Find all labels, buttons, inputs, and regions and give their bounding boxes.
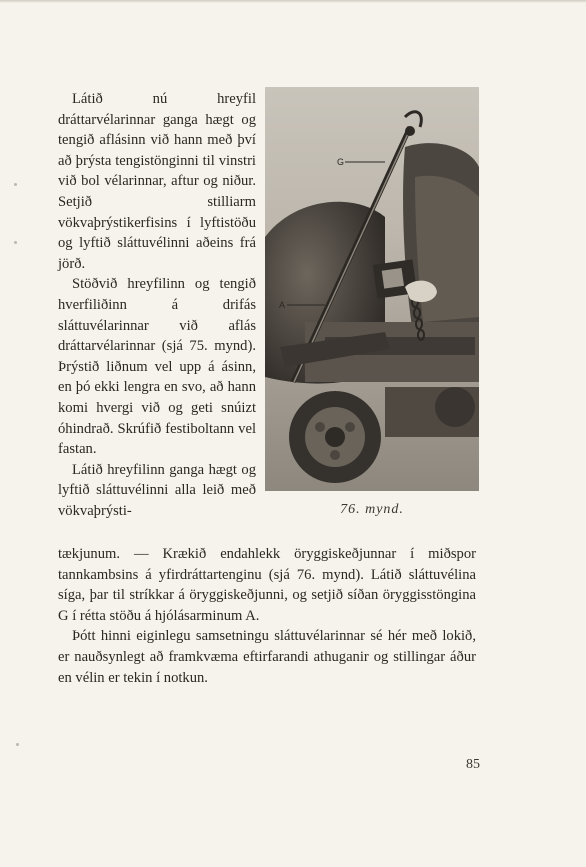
figure-76 [265, 87, 479, 491]
label-a: A [279, 300, 286, 310]
margin-speck [14, 183, 17, 186]
page-top-edge [0, 0, 586, 3]
tractor-mower-photo [265, 87, 479, 491]
page-number: 85 [466, 757, 480, 772]
label-g: G [337, 157, 345, 167]
margin-speck [16, 743, 19, 746]
full-width-text [58, 544, 476, 688]
paragraph-2: Stöðvið hreyfilinn og tengið hverfiliðinn á drifás sláttuvélarinnar við aflás dráttarvélarinnar (sjá 75. mynd). Þrýstið liðnum vel upp á ásinn, en þó ekki lengra en svo, að hann komi hvergi við og geti snúizt óhindrað. Skrúfið festiboltann vel fastan. [58, 276, 256, 458]
paragraph-3-start: Látið hreyfilinn ganga hægt og lyftið sláttuvélinni alla leið með vökvaþrýsti- [58, 461, 256, 519]
margin-speck [14, 241, 17, 244]
wrapped-text-column [58, 89, 256, 521]
figure-caption: 76. mynd. [340, 502, 404, 517]
paragraph-1: Látið nú hreyfil dráttarvélarinnar ganga hægt og tengið aflásinn við hann með því að þrýsta tengistönginni til vinstri við bol vélarinnar, aftur og niður. Setjið stilliarm vökvaþrýstikerfisins í lyftistöðu og lyftið sláttuvélinni aðeins frá jörð. [58, 91, 256, 272]
paragraph-4: Þótt hinni eiginlegu samsetningu sláttuvélarinnar sé hér með lokið, er nauðsynlegt að framkvæma eftirfarandi athuganir og stillingar áður en vélin er tekin í notkun. [58, 628, 476, 686]
paragraph-3-continued: tækjunum. — Krækið endahlekk öryggiskeðjunnar í miðspor tannkambsins á yfirdráttartenginu (sjá 76. mynd). Látið sláttuvélina síga, þar til stríkkar á öryggiskeðjunni, og setjið síðan öryggisstöngina G í rétta stöðu á hjólásarminum A. [58, 546, 476, 624]
